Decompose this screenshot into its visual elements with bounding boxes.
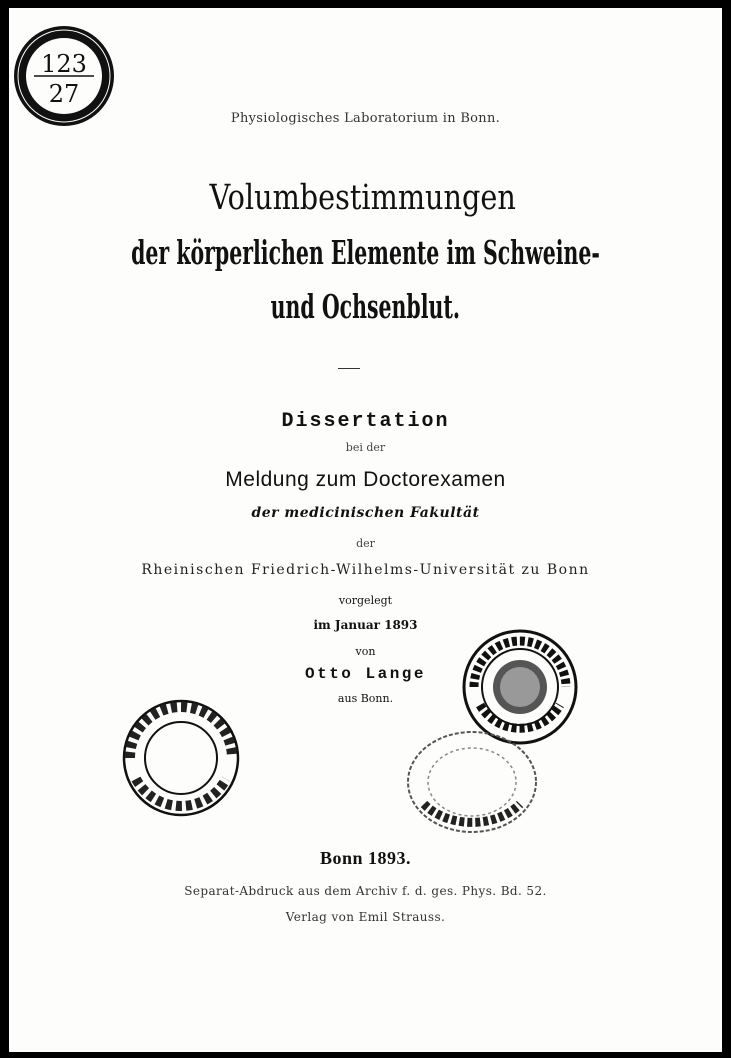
title-line-3: und Ochsenblut. [270, 287, 460, 326]
laboratory-header: Physiologisches Laboratorium in Bonn. [230, 111, 501, 126]
library-stamp-left [120, 697, 242, 819]
vorgelegt-text: vorgelegt [338, 594, 393, 607]
meldung-text: Meldung zum Doctorexamen [225, 468, 506, 491]
scan-border-left [0, 0, 9, 1058]
library-stamp-bottom-right [404, 728, 540, 836]
title-line-2: der körperlichen Elemente im Schweine- [131, 233, 600, 272]
university-text: Rheinischen Friedrich-Wilhelms-Universität zu Bonn [141, 562, 590, 578]
title-line-1: Volumbestimmungen [209, 178, 516, 218]
fakultaet-text: der medicinischen Fakultät [251, 505, 480, 521]
stamp-number-bottom: 27 [48, 80, 80, 108]
scan-border-right [722, 0, 731, 1058]
author-origin: aus Bonn. [337, 692, 394, 705]
publisher-text: Verlag von Emil Strauss. [285, 910, 446, 924]
von-text: von [355, 645, 376, 658]
author-name: Otto Lange [304, 665, 426, 683]
dissertation-heading: Dissertation [281, 410, 450, 433]
bei-der-text: bei der [345, 441, 386, 454]
date-text: im Januar 1893 [313, 618, 418, 632]
place-year: Bonn 1893. [319, 848, 412, 868]
separat-abdruck-text: Separat-Abdruck aus dem Archiv f. d. ges. Phys. Bd. 52. [184, 884, 547, 898]
title-divider [338, 368, 360, 369]
scan-border-top [0, 0, 731, 8]
der-text: der [356, 537, 375, 550]
stamp-number-top: 123 [41, 50, 87, 78]
scan-border-bottom [0, 1052, 731, 1058]
